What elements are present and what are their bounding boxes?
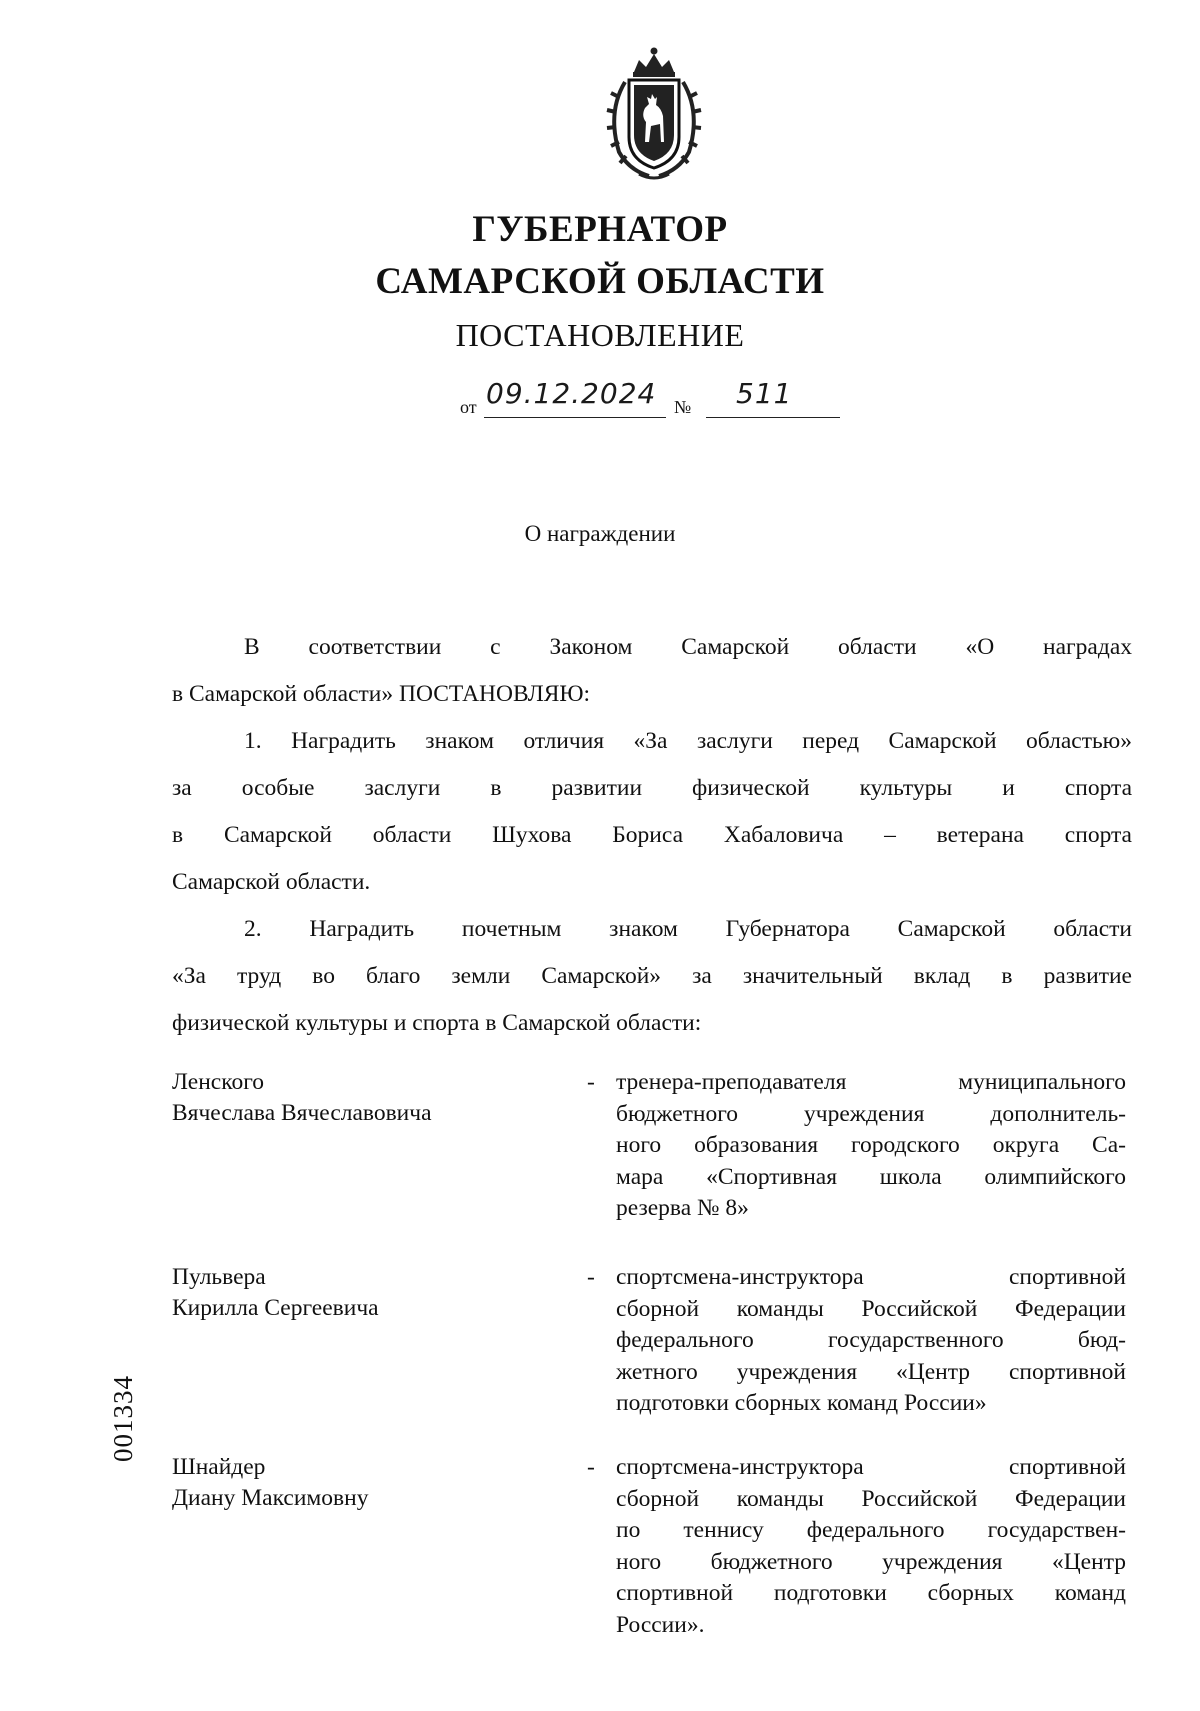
preamble-line: в Самарской области» ПОСТАНОВЛЯЮ: <box>172 681 591 707</box>
description-line: мара «Спортивная школа олимпийского <box>616 1163 1126 1190</box>
description-line: тренера-преподавателя муниципального <box>616 1069 1126 1095</box>
item-2-line: «За труд во благо земли Самарской» за значительный вклад в развитие <box>172 963 1132 989</box>
description-line: резерва № 8» <box>616 1195 749 1221</box>
item-1 <box>172 718 1132 906</box>
description-line: спортсмена-инструктора спортивной <box>616 1454 1126 1480</box>
number-underline <box>706 417 840 418</box>
description-line: сборной команды Российской Федерации <box>616 1485 1126 1512</box>
item-1-line: Самарской области. <box>172 869 371 895</box>
item-1-line: 1. Наградить знаком отличия «За заслуги перед Самарской областью» <box>244 728 1132 754</box>
governor-title-line2: САМАРСКОЙ ОБЛАСТИ <box>375 261 825 302</box>
description-line: подготовки сборных команд России» <box>616 1390 987 1416</box>
date-underline <box>484 417 666 418</box>
awardee-dash: - <box>587 1069 595 1095</box>
description-line: спортивной подготовки сборных команд <box>616 1580 1126 1606</box>
item-2-line: физической культуры и спорта в Самарской области: <box>172 1010 702 1036</box>
document-type: ПОСТАНОВЛЕНИЕ <box>455 317 745 353</box>
date-value: 09.12.2024 <box>486 377 657 410</box>
awardee-surname: Шнайдер <box>172 1454 266 1480</box>
side-serial-number: 001334 <box>108 1375 138 1462</box>
description-line: ного образования городского округа Са- <box>616 1132 1126 1158</box>
description-line: спортсмена-инструктора спортивной <box>616 1264 1126 1290</box>
awardee-description <box>616 1262 1126 1420</box>
description-line: федерального государственного бюд- <box>616 1327 1126 1353</box>
date-number-line <box>460 377 860 423</box>
description-line: ного бюджетного учреждения «Центр <box>616 1548 1126 1575</box>
description-line: по теннису федерального государствен- <box>616 1517 1126 1543</box>
item-1-line: в Самарской области Шухова Бориса Хабаловича – ветерана спорта <box>172 822 1132 848</box>
item-1-line: за особые заслуги в развитии физической культуры и спорта <box>172 775 1132 801</box>
awardee-given-names: Вячеслава Вячеславовича <box>172 1100 432 1126</box>
awardee-name <box>172 1262 552 1324</box>
awardee-given-names: Диану Максимовну <box>172 1485 369 1511</box>
item-2 <box>172 906 1132 1047</box>
description-line: бюджетного учреждения дополнитель- <box>616 1100 1126 1127</box>
document-subject: О награждении <box>524 521 676 546</box>
description-line: жетного учреждения «Центр спортивной <box>616 1358 1126 1385</box>
coat-of-arms-icon <box>589 42 719 182</box>
date-prefix: от <box>460 397 477 417</box>
awardee-name <box>172 1067 552 1129</box>
item-2-line: 2. Наградить почетным знаком Губернатора Самарской области <box>244 916 1132 942</box>
number-prefix: № <box>674 397 692 417</box>
number-value: 511 <box>736 377 793 410</box>
description-line: сборной команды Российской Федерации <box>616 1295 1126 1322</box>
awardee-surname: Пульвера <box>172 1264 266 1290</box>
awardee-dash: - <box>587 1264 595 1290</box>
governor-title-line1: ГУБЕРНАТОР <box>472 209 728 250</box>
preamble-line: В соответствии с Законом Самарской области «О наградах <box>244 634 1132 660</box>
description-line: России». <box>616 1611 705 1638</box>
awardee-surname: Ленского <box>172 1069 264 1095</box>
awardee-description <box>616 1067 1126 1225</box>
preamble <box>172 624 1132 718</box>
awardee-description <box>616 1452 1126 1641</box>
awardee-name <box>172 1452 552 1514</box>
awardee-dash: - <box>587 1454 595 1480</box>
awardee-given-names: Кирилла Сергеевича <box>172 1295 379 1321</box>
